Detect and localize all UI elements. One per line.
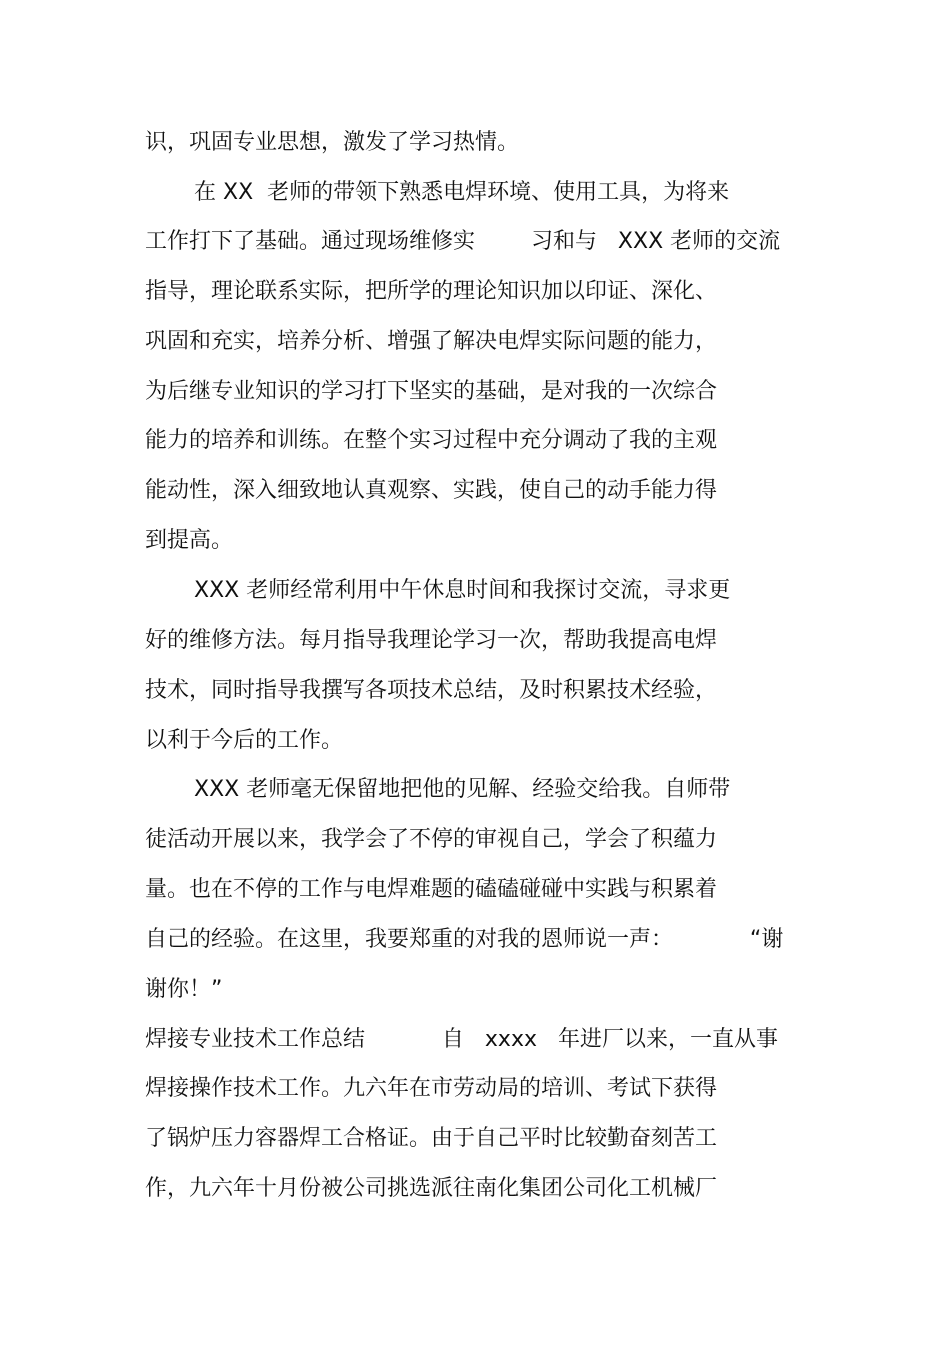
text-line-20: 焊接操作技术工作。九六年在市劳动局的培训、考试下获得	[145, 1076, 718, 1101]
text-line-15: 徒活动开展以来，我学会了不停的审视自己，学会了积蕴力	[145, 827, 718, 852]
text-line-3: 工作打下了基础。通过现场维修实 习和与 XXX 老师的交流	[145, 229, 781, 254]
text-line-18: 谢你！”	[145, 977, 223, 1002]
text-line-14: XXX 老师毫无保留地把他的见解、经验交给我。自师带	[194, 777, 731, 802]
text-line-2: 在 XX 老师的带领下熟悉电焊环境、使用工具，为将来	[194, 180, 730, 205]
text-line-17: 自己的经验。在这里，我要郑重的对我的恩师说一声： “谢	[145, 927, 784, 952]
text-line-6: 为后继专业知识的学习打下坚实的基础，是对我的一次综合	[145, 379, 718, 404]
text-line-11: 好的维修方法。每月指导我理论学习一次，帮助我提高电焊	[145, 628, 718, 653]
text-line-7: 能力的培养和训练。在整个实习过程中充分调动了我的主观	[145, 428, 718, 453]
text-line-4: 指导，理论联系实际，把所学的理论知识加以印证、深化、	[145, 279, 718, 304]
text-line-8: 能动性，深入细致地认真观察、实践，使自己的动手能力得	[145, 478, 718, 503]
text-line-21: 了锅炉压力容器焊工合格证。由于自己平时比较勤奋刻苦工	[145, 1126, 718, 1151]
text-line-22: 作，九六年十月份被公司挑选派往南化集团公司化工机械厂	[145, 1176, 718, 1201]
text-line-10: XXX 老师经常利用中午休息时间和我探讨交流，寻求更	[194, 578, 731, 603]
text-line-12: 技术，同时指导我撰写各项技术总结，及时积累技术经验，	[145, 678, 718, 703]
text-line-9: 到提高。	[145, 528, 234, 553]
text-line-5: 巩固和充实，培养分析、增强了解决电焊实际问题的能力，	[145, 329, 718, 354]
text-line-19: 焊接专业技术工作总结 自 xxxx 年进厂以来，一直从事	[145, 1027, 778, 1052]
text-line-16: 量。也在不停的工作与电焊难题的磕磕碰碰中实践与积累着	[145, 877, 718, 902]
text-line-13: 以利于今后的工作。	[145, 728, 344, 753]
text-line-1: 识，巩固专业思想，激发了学习热情。	[145, 130, 520, 155]
